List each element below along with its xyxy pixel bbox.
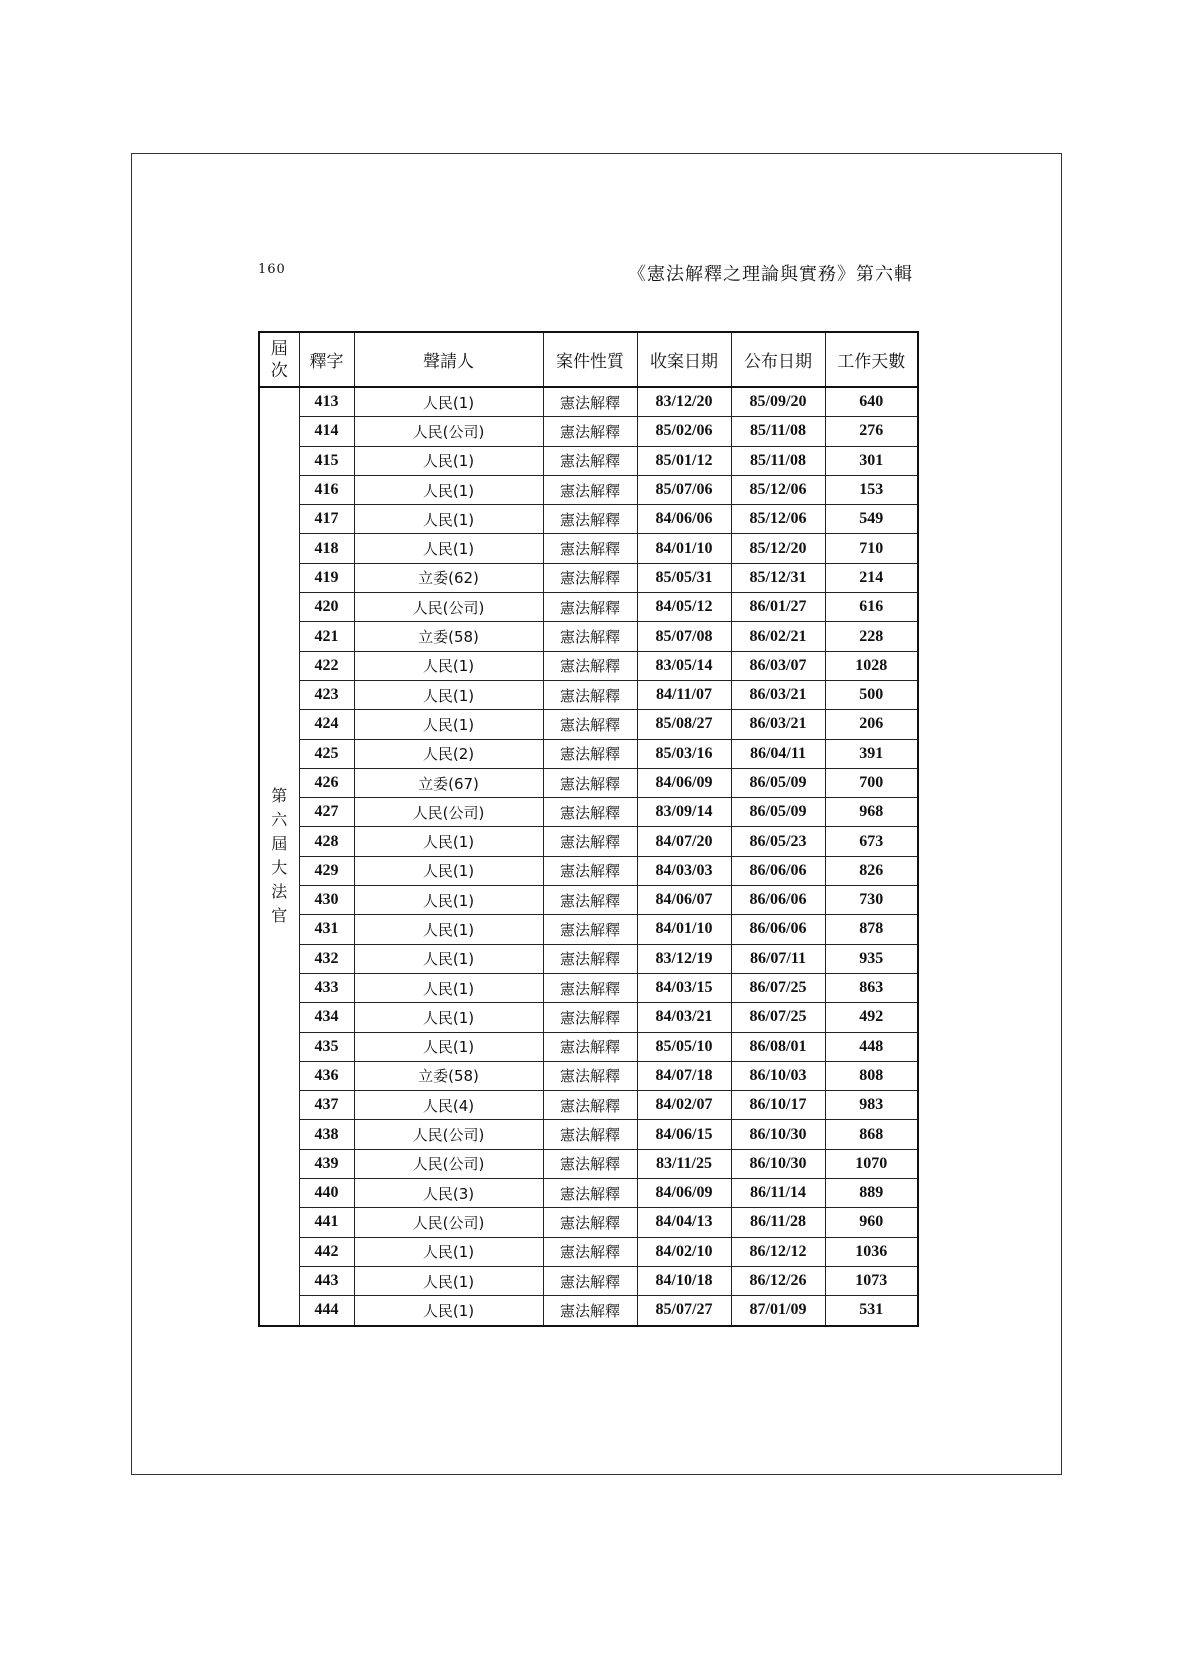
work-days-cell: 616 xyxy=(825,593,918,622)
interp-no-cell: 428 xyxy=(299,827,354,856)
table-row xyxy=(259,387,918,417)
case-type-cell: 憲法解釋 xyxy=(543,1296,637,1326)
interp-no-cell: 420 xyxy=(299,593,354,622)
applicant-cell: 人民(1) xyxy=(354,1003,543,1032)
published-date-cell: 86/07/11 xyxy=(731,944,825,973)
table-row xyxy=(259,1120,918,1149)
case-type-cell: 憲法解釋 xyxy=(543,534,637,563)
applicant-cell: 人民(1) xyxy=(354,886,543,915)
page-number: 160 xyxy=(258,262,286,277)
case-type-cell: 憲法解釋 xyxy=(543,475,637,504)
case-type-cell: 憲法解釋 xyxy=(543,1061,637,1090)
case-type-cell: 憲法解釋 xyxy=(543,680,637,709)
work-days-cell: 710 xyxy=(825,534,918,563)
table-row xyxy=(259,534,918,563)
applicant-cell: 人民(1) xyxy=(354,827,543,856)
received-date-cell: 84/04/13 xyxy=(637,1208,731,1237)
header-term xyxy=(259,332,299,387)
received-date-cell: 84/11/07 xyxy=(637,680,731,709)
header-interp-no: 釋字 xyxy=(299,332,354,387)
work-days-cell: 214 xyxy=(825,563,918,592)
interp-no-cell: 431 xyxy=(299,915,354,944)
case-type-cell: 憲法解釋 xyxy=(543,739,637,768)
table-row xyxy=(259,710,918,739)
published-date-cell: 86/01/27 xyxy=(731,593,825,622)
applicant-cell: 人民(公司) xyxy=(354,1120,543,1149)
applicant-cell: 人民(公司) xyxy=(354,417,543,446)
applicant-cell: 立委(62) xyxy=(354,563,543,592)
interp-no-cell: 421 xyxy=(299,622,354,651)
work-days-cell: 391 xyxy=(825,739,918,768)
received-date-cell: 85/01/12 xyxy=(637,446,731,475)
work-days-cell: 206 xyxy=(825,710,918,739)
work-days-cell: 1028 xyxy=(825,651,918,680)
table-row xyxy=(259,417,918,446)
published-date-cell: 86/04/11 xyxy=(731,739,825,768)
received-date-cell: 85/07/27 xyxy=(637,1296,731,1326)
applicant-cell: 立委(58) xyxy=(354,622,543,651)
case-type-cell: 憲法解釋 xyxy=(543,446,637,475)
case-type-cell: 憲法解釋 xyxy=(543,651,637,680)
published-date-cell: 86/10/17 xyxy=(731,1091,825,1120)
received-date-cell: 85/07/06 xyxy=(637,475,731,504)
table-row xyxy=(259,739,918,768)
table-row xyxy=(259,886,918,915)
published-date-cell: 86/12/26 xyxy=(731,1266,825,1295)
received-date-cell: 84/01/10 xyxy=(637,534,731,563)
received-date-cell: 83/11/25 xyxy=(637,1149,731,1178)
interp-no-cell: 422 xyxy=(299,651,354,680)
case-type-cell: 憲法解釋 xyxy=(543,1149,637,1178)
work-days-cell: 1070 xyxy=(825,1149,918,1178)
work-days-cell: 228 xyxy=(825,622,918,651)
applicant-cell: 人民(1) xyxy=(354,446,543,475)
case-type-cell: 憲法解釋 xyxy=(543,387,637,417)
work-days-cell: 960 xyxy=(825,1208,918,1237)
applicant-cell: 立委(67) xyxy=(354,768,543,797)
received-date-cell: 83/05/14 xyxy=(637,651,731,680)
work-days-cell: 448 xyxy=(825,1032,918,1061)
work-days-cell: 935 xyxy=(825,944,918,973)
applicant-cell: 人民(1) xyxy=(354,710,543,739)
interp-no-cell: 418 xyxy=(299,534,354,563)
header-published-date: 公布日期 xyxy=(731,332,825,387)
table-row xyxy=(259,1208,918,1237)
case-type-cell: 憲法解釋 xyxy=(543,973,637,1002)
table-header-row xyxy=(259,332,918,387)
work-days-cell: 549 xyxy=(825,505,918,534)
interp-no-cell: 413 xyxy=(299,387,354,417)
applicant-cell: 人民(1) xyxy=(354,387,543,417)
work-days-cell: 863 xyxy=(825,973,918,1002)
interp-no-cell: 424 xyxy=(299,710,354,739)
table-row xyxy=(259,1091,918,1120)
work-days-cell: 730 xyxy=(825,886,918,915)
interp-no-cell: 429 xyxy=(299,856,354,885)
published-date-cell: 86/05/23 xyxy=(731,827,825,856)
case-type-cell: 憲法解釋 xyxy=(543,856,637,885)
received-date-cell: 85/03/16 xyxy=(637,739,731,768)
published-date-cell: 85/12/06 xyxy=(731,475,825,504)
published-date-cell: 86/08/01 xyxy=(731,1032,825,1061)
interp-no-cell: 436 xyxy=(299,1061,354,1090)
work-days-cell: 1073 xyxy=(825,1266,918,1295)
case-type-cell: 憲法解釋 xyxy=(543,1003,637,1032)
interp-no-cell: 432 xyxy=(299,944,354,973)
header-received-date: 收案日期 xyxy=(637,332,731,387)
received-date-cell: 84/06/07 xyxy=(637,886,731,915)
applicant-cell: 人民(1) xyxy=(354,973,543,1002)
received-date-cell: 84/10/18 xyxy=(637,1266,731,1295)
interp-no-cell: 414 xyxy=(299,417,354,446)
interp-no-cell: 443 xyxy=(299,1266,354,1295)
case-type-cell: 憲法解釋 xyxy=(543,915,637,944)
interp-no-cell: 439 xyxy=(299,1149,354,1178)
work-days-cell: 808 xyxy=(825,1061,918,1090)
received-date-cell: 84/03/21 xyxy=(637,1003,731,1032)
table-row xyxy=(259,446,918,475)
interp-no-cell: 440 xyxy=(299,1179,354,1208)
work-days-cell: 492 xyxy=(825,1003,918,1032)
interp-no-cell: 416 xyxy=(299,475,354,504)
applicant-cell: 人民(公司) xyxy=(354,593,543,622)
received-date-cell: 85/07/08 xyxy=(637,622,731,651)
interp-no-cell: 425 xyxy=(299,739,354,768)
work-days-cell: 968 xyxy=(825,798,918,827)
interp-no-cell: 433 xyxy=(299,973,354,1002)
published-date-cell: 85/09/20 xyxy=(731,387,825,417)
case-type-cell: 憲法解釋 xyxy=(543,798,637,827)
table-row xyxy=(259,593,918,622)
work-days-cell: 878 xyxy=(825,915,918,944)
work-days-cell: 153 xyxy=(825,475,918,504)
published-date-cell: 86/07/25 xyxy=(731,1003,825,1032)
table-row xyxy=(259,973,918,1002)
applicant-cell: 人民(1) xyxy=(354,475,543,504)
table-row xyxy=(259,622,918,651)
case-type-cell: 憲法解釋 xyxy=(543,1266,637,1295)
received-date-cell: 85/02/06 xyxy=(637,417,731,446)
case-type-cell: 憲法解釋 xyxy=(543,505,637,534)
interp-no-cell: 430 xyxy=(299,886,354,915)
received-date-cell: 84/07/18 xyxy=(637,1061,731,1090)
table-row xyxy=(259,798,918,827)
published-date-cell: 86/03/07 xyxy=(731,651,825,680)
case-type-cell: 憲法解釋 xyxy=(543,827,637,856)
published-date-cell: 85/12/31 xyxy=(731,563,825,592)
term-cell: 第六屆大法官 xyxy=(259,387,299,1326)
applicant-cell: 人民(1) xyxy=(354,651,543,680)
table-row xyxy=(259,944,918,973)
applicant-cell: 人民(1) xyxy=(354,856,543,885)
table-row xyxy=(259,856,918,885)
published-date-cell: 86/06/06 xyxy=(731,915,825,944)
applicant-cell: 人民(1) xyxy=(354,1032,543,1061)
published-date-cell: 87/01/09 xyxy=(731,1296,825,1326)
applicant-cell: 人民(公司) xyxy=(354,1208,543,1237)
table-row xyxy=(259,768,918,797)
interpretation-table xyxy=(258,331,919,1327)
case-type-cell: 憲法解釋 xyxy=(543,563,637,592)
work-days-cell: 500 xyxy=(825,680,918,709)
case-type-cell: 憲法解釋 xyxy=(543,622,637,651)
work-days-cell: 673 xyxy=(825,827,918,856)
applicant-cell: 人民(3) xyxy=(354,1179,543,1208)
table-row xyxy=(259,1149,918,1178)
case-type-cell: 憲法解釋 xyxy=(543,1120,637,1149)
received-date-cell: 85/05/31 xyxy=(637,563,731,592)
published-date-cell: 85/11/08 xyxy=(731,446,825,475)
case-type-cell: 憲法解釋 xyxy=(543,1179,637,1208)
table-row xyxy=(259,1003,918,1032)
applicant-cell: 人民(4) xyxy=(354,1091,543,1120)
received-date-cell: 84/02/07 xyxy=(637,1091,731,1120)
published-date-cell: 85/12/20 xyxy=(731,534,825,563)
interp-no-cell: 444 xyxy=(299,1296,354,1326)
published-date-cell: 86/07/25 xyxy=(731,973,825,1002)
table-row xyxy=(259,680,918,709)
received-date-cell: 84/07/20 xyxy=(637,827,731,856)
table-row xyxy=(259,475,918,504)
published-date-cell: 86/10/30 xyxy=(731,1149,825,1178)
received-date-cell: 84/06/06 xyxy=(637,505,731,534)
case-type-cell: 憲法解釋 xyxy=(543,1208,637,1237)
running-title: 《憲法解釋之理論與實務》第六輯 xyxy=(628,264,913,285)
published-date-cell: 86/11/28 xyxy=(731,1208,825,1237)
published-date-cell: 86/05/09 xyxy=(731,798,825,827)
received-date-cell: 83/09/14 xyxy=(637,798,731,827)
interp-no-cell: 435 xyxy=(299,1032,354,1061)
work-days-cell: 889 xyxy=(825,1179,918,1208)
table-row xyxy=(259,915,918,944)
applicant-cell: 人民(1) xyxy=(354,534,543,563)
received-date-cell: 84/03/03 xyxy=(637,856,731,885)
published-date-cell: 86/05/09 xyxy=(731,768,825,797)
interp-no-cell: 426 xyxy=(299,768,354,797)
received-date-cell: 83/12/19 xyxy=(637,944,731,973)
published-date-cell: 85/12/06 xyxy=(731,505,825,534)
case-type-cell: 憲法解釋 xyxy=(543,417,637,446)
published-date-cell: 86/11/14 xyxy=(731,1179,825,1208)
work-days-cell: 531 xyxy=(825,1296,918,1326)
header-term-text: 屆次 xyxy=(270,338,288,381)
table-row xyxy=(259,1296,918,1326)
case-type-cell: 憲法解釋 xyxy=(543,710,637,739)
published-date-cell: 86/10/03 xyxy=(731,1061,825,1090)
case-type-cell: 憲法解釋 xyxy=(543,1237,637,1266)
work-days-cell: 826 xyxy=(825,856,918,885)
case-type-cell: 憲法解釋 xyxy=(543,944,637,973)
received-date-cell: 84/06/09 xyxy=(637,768,731,797)
applicant-cell: 人民(1) xyxy=(354,915,543,944)
received-date-cell: 84/05/12 xyxy=(637,593,731,622)
published-date-cell: 86/12/12 xyxy=(731,1237,825,1266)
header-case-type: 案件性質 xyxy=(543,332,637,387)
work-days-cell: 640 xyxy=(825,387,918,417)
work-days-cell: 868 xyxy=(825,1120,918,1149)
published-date-cell: 86/10/30 xyxy=(731,1120,825,1149)
table-row xyxy=(259,1179,918,1208)
applicant-cell: 立委(58) xyxy=(354,1061,543,1090)
table-row xyxy=(259,1061,918,1090)
published-date-cell: 86/03/21 xyxy=(731,680,825,709)
applicant-cell: 人民(1) xyxy=(354,1266,543,1295)
applicant-cell: 人民(1) xyxy=(354,944,543,973)
table-row xyxy=(259,827,918,856)
table-row xyxy=(259,1266,918,1295)
applicant-cell: 人民(公司) xyxy=(354,798,543,827)
received-date-cell: 83/12/20 xyxy=(637,387,731,417)
table-row xyxy=(259,651,918,680)
interp-no-cell: 438 xyxy=(299,1120,354,1149)
case-type-cell: 憲法解釋 xyxy=(543,1091,637,1120)
applicant-cell: 人民(1) xyxy=(354,1296,543,1326)
applicant-cell: 人民(1) xyxy=(354,680,543,709)
case-type-cell: 憲法解釋 xyxy=(543,768,637,797)
applicant-cell: 人民(1) xyxy=(354,1237,543,1266)
interp-no-cell: 415 xyxy=(299,446,354,475)
received-date-cell: 85/05/10 xyxy=(637,1032,731,1061)
published-date-cell: 86/03/21 xyxy=(731,710,825,739)
case-type-cell: 憲法解釋 xyxy=(543,593,637,622)
work-days-cell: 276 xyxy=(825,417,918,446)
case-type-cell: 憲法解釋 xyxy=(543,886,637,915)
applicant-cell: 人民(2) xyxy=(354,739,543,768)
interp-no-cell: 427 xyxy=(299,798,354,827)
received-date-cell: 84/01/10 xyxy=(637,915,731,944)
work-days-cell: 301 xyxy=(825,446,918,475)
table-row xyxy=(259,1237,918,1266)
received-date-cell: 84/02/10 xyxy=(637,1237,731,1266)
table-row xyxy=(259,563,918,592)
received-date-cell: 84/06/15 xyxy=(637,1120,731,1149)
interp-no-cell: 437 xyxy=(299,1091,354,1120)
table-row xyxy=(259,1032,918,1061)
header-work-days: 工作天數 xyxy=(825,332,918,387)
received-date-cell: 84/03/15 xyxy=(637,973,731,1002)
published-date-cell: 86/02/21 xyxy=(731,622,825,651)
published-date-cell: 86/06/06 xyxy=(731,856,825,885)
header-applicant: 聲請人 xyxy=(354,332,543,387)
received-date-cell: 84/06/09 xyxy=(637,1179,731,1208)
work-days-cell: 1036 xyxy=(825,1237,918,1266)
table-body xyxy=(259,387,918,1326)
table-row xyxy=(259,505,918,534)
applicant-cell: 人民(公司) xyxy=(354,1149,543,1178)
interp-no-cell: 423 xyxy=(299,680,354,709)
interp-no-cell: 442 xyxy=(299,1237,354,1266)
work-days-cell: 700 xyxy=(825,768,918,797)
case-type-cell: 憲法解釋 xyxy=(543,1032,637,1061)
published-date-cell: 85/11/08 xyxy=(731,417,825,446)
interp-no-cell: 441 xyxy=(299,1208,354,1237)
applicant-cell: 人民(1) xyxy=(354,505,543,534)
interp-no-cell: 419 xyxy=(299,563,354,592)
published-date-cell: 86/06/06 xyxy=(731,886,825,915)
interp-no-cell: 434 xyxy=(299,1003,354,1032)
work-days-cell: 983 xyxy=(825,1091,918,1120)
interp-no-cell: 417 xyxy=(299,505,354,534)
received-date-cell: 85/08/27 xyxy=(637,710,731,739)
